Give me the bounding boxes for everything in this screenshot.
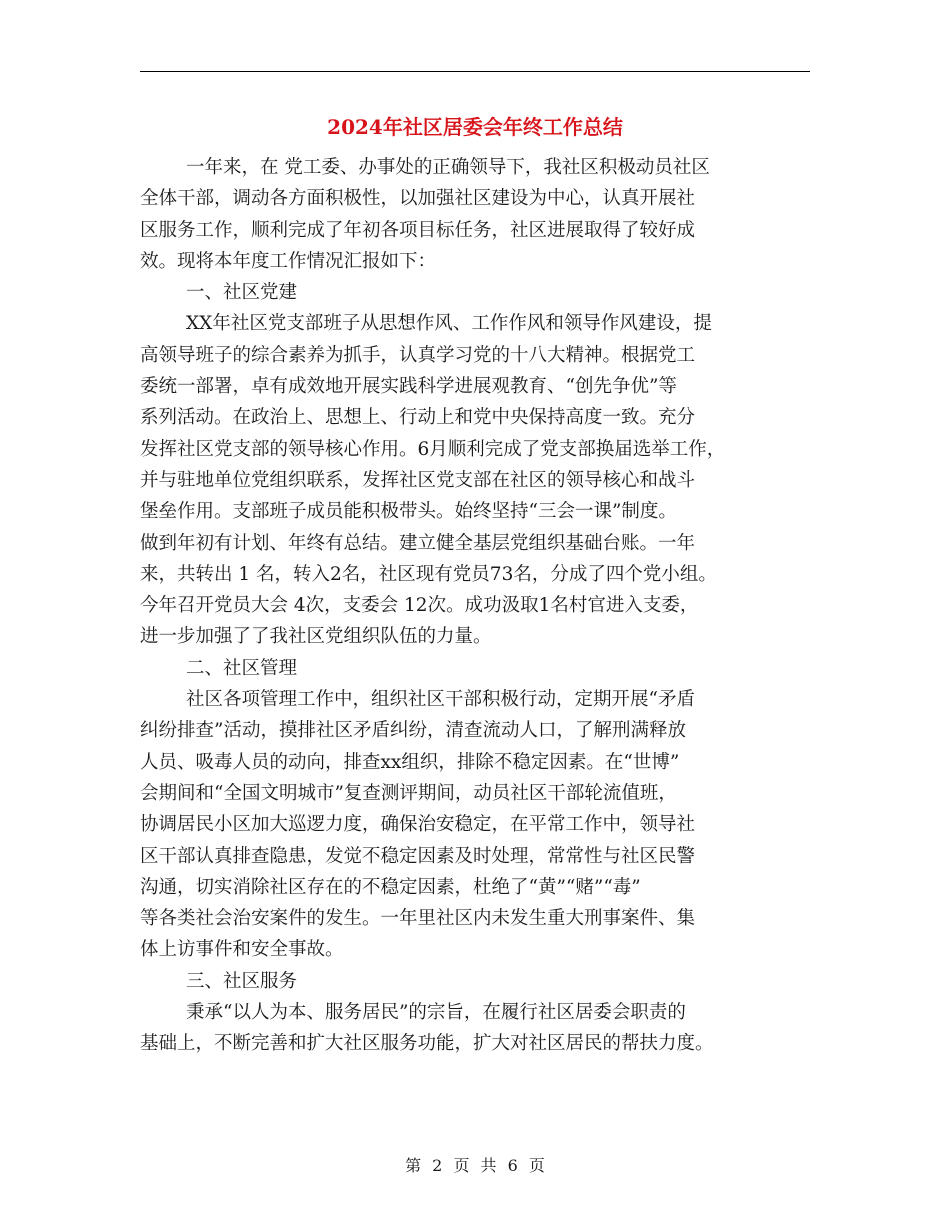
text-line: 秉承“以人为本、服务居民”的宗旨，在履行社区居委会职责的 bbox=[186, 1002, 686, 1024]
text-line: 协调居民小区加大巡逻力度，确保治安稳定，在平常工作中，领导社 bbox=[140, 814, 696, 836]
text-line: 一、社区党建 bbox=[186, 282, 298, 304]
page-footer: 第 2 页 共 6 页 bbox=[405, 1156, 545, 1175]
text-line: 做到年初有计划、年终有总结。建立健全基层党组织基础台账。一年 bbox=[140, 532, 696, 554]
text-line: 区服务工作，顺利完成了年初各项目标任务，社区进展取得了较好成 bbox=[140, 219, 696, 241]
document-body bbox=[140, 152, 830, 1060]
text-line: XX年社区党支部班子从思想作风、工作作风和领导作风建设，提 bbox=[186, 313, 712, 335]
text-line: 区干部认真排查隐患，发觉不稳定因素及时处理，常常性与社区民警 bbox=[140, 845, 696, 867]
text-line: 堡垒作用。支部班子成员能积极带头。始终坚持“三会一课”制度。 bbox=[140, 501, 677, 523]
text-line: 系列活动。在政治上、思想上、行动上和党中央保持高度一致。充分 bbox=[140, 407, 696, 429]
text-line: 来，共转出 1 名，转入2名，社区现有党员73名，分成了四个党小组。 bbox=[140, 563, 717, 585]
text-line: 纠纷排查”活动，摸排社区矛盾纠纷，清查流动人口，了解刑满释放 bbox=[140, 720, 686, 742]
text-line: 人员、吸毒人员的动向，排查xx组织，排除不稳定因素。在“世博” bbox=[140, 751, 680, 773]
text-line: 委统一部署，卓有成效地开展实践科学进展观教育、“创先争优”等 bbox=[140, 376, 677, 398]
text-line: 今年召开党员大会 4次，支委会 12次。成功汲取1名村官进入支委， bbox=[140, 595, 699, 617]
text-line: 发挥社区党支部的领导核心作用。6月顺利完成了党支部换届选举工作， bbox=[140, 438, 726, 460]
text-line: 体上访事件和安全事故。 bbox=[140, 939, 344, 961]
text-line: 二、社区管理 bbox=[186, 657, 298, 679]
text-line: 进一步加强了了我社区党组织队伍的力量。 bbox=[140, 626, 492, 648]
header-rule bbox=[140, 71, 810, 72]
text-line: 社区各项管理工作中，组织社区干部积极行动，定期开展“矛盾 bbox=[186, 689, 695, 711]
text-line: 全体干部，调动各方面积极性，以加强社区建设为中心，认真开展社 bbox=[140, 188, 696, 210]
text-line: 沟通，切实消除社区存在的不稳定因素，杜绝了“黄”“赌”“毒” bbox=[140, 876, 641, 898]
text-line: 等各类社会治安案件的发生。一年里社区内未发生重大刑事案件、集 bbox=[140, 908, 696, 930]
text-line: 三、社区服务 bbox=[186, 970, 298, 992]
text-line: 并与驻地单位党组织联系，发挥社区党支部在社区的领导核心和战斗 bbox=[140, 469, 696, 491]
text-line: 高领导班子的综合素养为抓手，认真学习党的十八大精神。根据党工 bbox=[140, 344, 696, 366]
document-title: 2024年社区居委会年终工作总结 bbox=[327, 115, 623, 139]
text-line: 一年来，在 党工委、办事处的正确领导下，我社区积极动员社区 bbox=[186, 157, 710, 178]
text-line: 会期间和“全国文明城市”复查测评期间，动员社区干部轮流值班， bbox=[140, 782, 677, 804]
text-line: 基础上，不断完善和扩大社区服务功能，扩大对社区居民的帮扶力度。 bbox=[140, 1033, 714, 1055]
text-line: 效。现将本年度工作情况汇报如下： bbox=[140, 250, 437, 272]
